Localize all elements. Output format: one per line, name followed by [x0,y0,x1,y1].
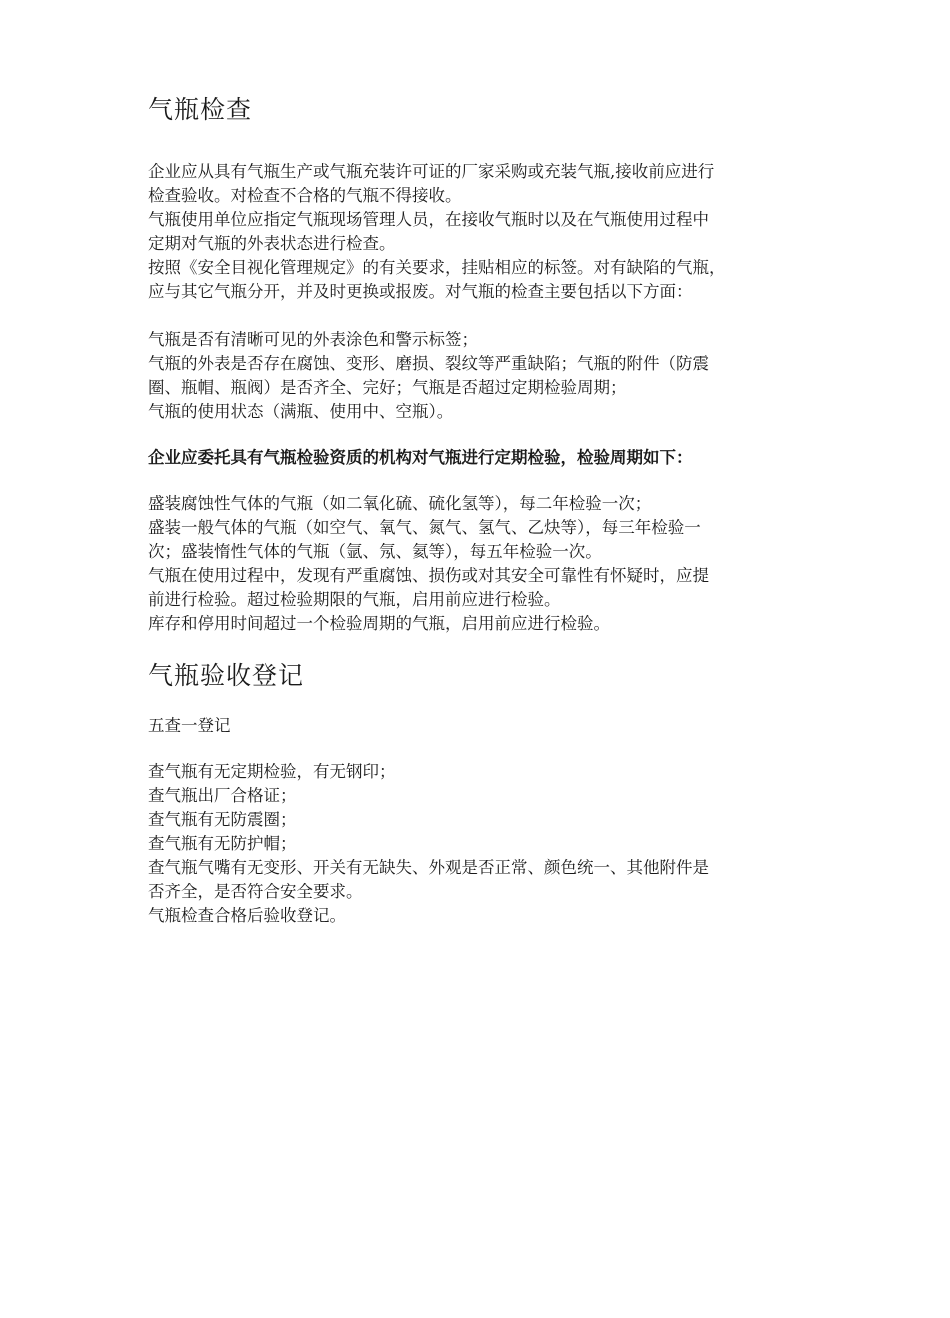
paragraph-procurement [148,160,798,304]
text-line: 气瓶是否有清晰可见的外表涂色和警示标签； [148,330,478,349]
section-title-acceptance-registration: 气瓶验收登记 [148,661,305,690]
text-line-bold: 企业应委托具有气瓶检验资质的机构对气瓶进行定期检验，检验周期如下： [148,448,693,467]
subtitle: 五查一登记 [148,716,231,735]
list-item: 查气瓶有无防震圈； [148,810,297,829]
document-page [148,92,798,928]
text-line: 气瓶的外表是否存在腐蚀、变形、磨损、裂纹等严重缺陷；气瓶的附件（防震 [148,354,709,373]
text-line: 检查验收。对检查不合格的气瓶不得接收。 [148,186,462,205]
text-line: 企业应从具有气瓶生产或气瓶充装许可证的厂家采购或充装气瓶,接收前应进行 [148,162,715,181]
text-line: 应与其它气瓶分开，并及时更换或报废。对气瓶的检查主要包括以下方面： [148,282,693,301]
text-line: 气瓶的使用状态（满瓶、使用中、空瓶）。 [148,402,454,421]
text-line: 定期对气瓶的外表状态进行检查。 [148,234,396,253]
section-title-cylinder-inspection: 气瓶检查 [148,95,253,124]
text-line: 盛装一般气体的气瓶（如空气、氧气、氮气、氢气、乙炔等），每三年检验一 [148,518,701,537]
list-item: 查气瓶有无定期检验，有无钢印； [148,762,396,781]
text-line: 前进行检验。超过检验期限的气瓶，启用前应进行检验。 [148,590,561,609]
text-line: 次；盛装惰性气体的气瓶（氩、氖、氦等），每五年检验一次。 [148,542,602,561]
paragraph-periodic-inspection [148,446,798,470]
list-item: 否齐全，是否符合安全要求。 [148,882,363,901]
text-line: 气瓶使用单位应指定气瓶现场管理人员，在接收气瓶时以及在气瓶使用过程中 [148,210,709,229]
list-item: 查气瓶气嘴有无变形、开关有无缺失、外观是否正常、颜色统一、其他附件是 [148,858,709,877]
list-item: 查气瓶出厂合格证； [148,786,297,805]
text-line: 库存和停用时间超过一个检验周期的气瓶，启用前应进行检验。 [148,614,610,633]
paragraph-checklist [148,760,798,928]
text-line: 气瓶在使用过程中，发现有严重腐蚀、损伤或对其安全可靠性有怀疑时，应提 [148,566,709,585]
subtitle-block [148,714,798,738]
paragraph-inspection-periods [148,492,798,636]
text-line: 按照《安全目视化管理规定》的有关要求，挂贴相应的标签。对有缺陷的气瓶， [148,258,726,277]
text-line: 圈、瓶帽、瓶阀）是否齐全、完好；气瓶是否超过定期检验周期； [148,378,627,397]
text-line: 盛装腐蚀性气体的气瓶（如二氧化硫、硫化氢等），每二年检验一次； [148,494,652,513]
list-item: 气瓶检查合格后验收登记。 [148,906,346,925]
paragraph-inspection-items [148,328,798,424]
list-item: 查气瓶有无防护帽； [148,834,297,853]
